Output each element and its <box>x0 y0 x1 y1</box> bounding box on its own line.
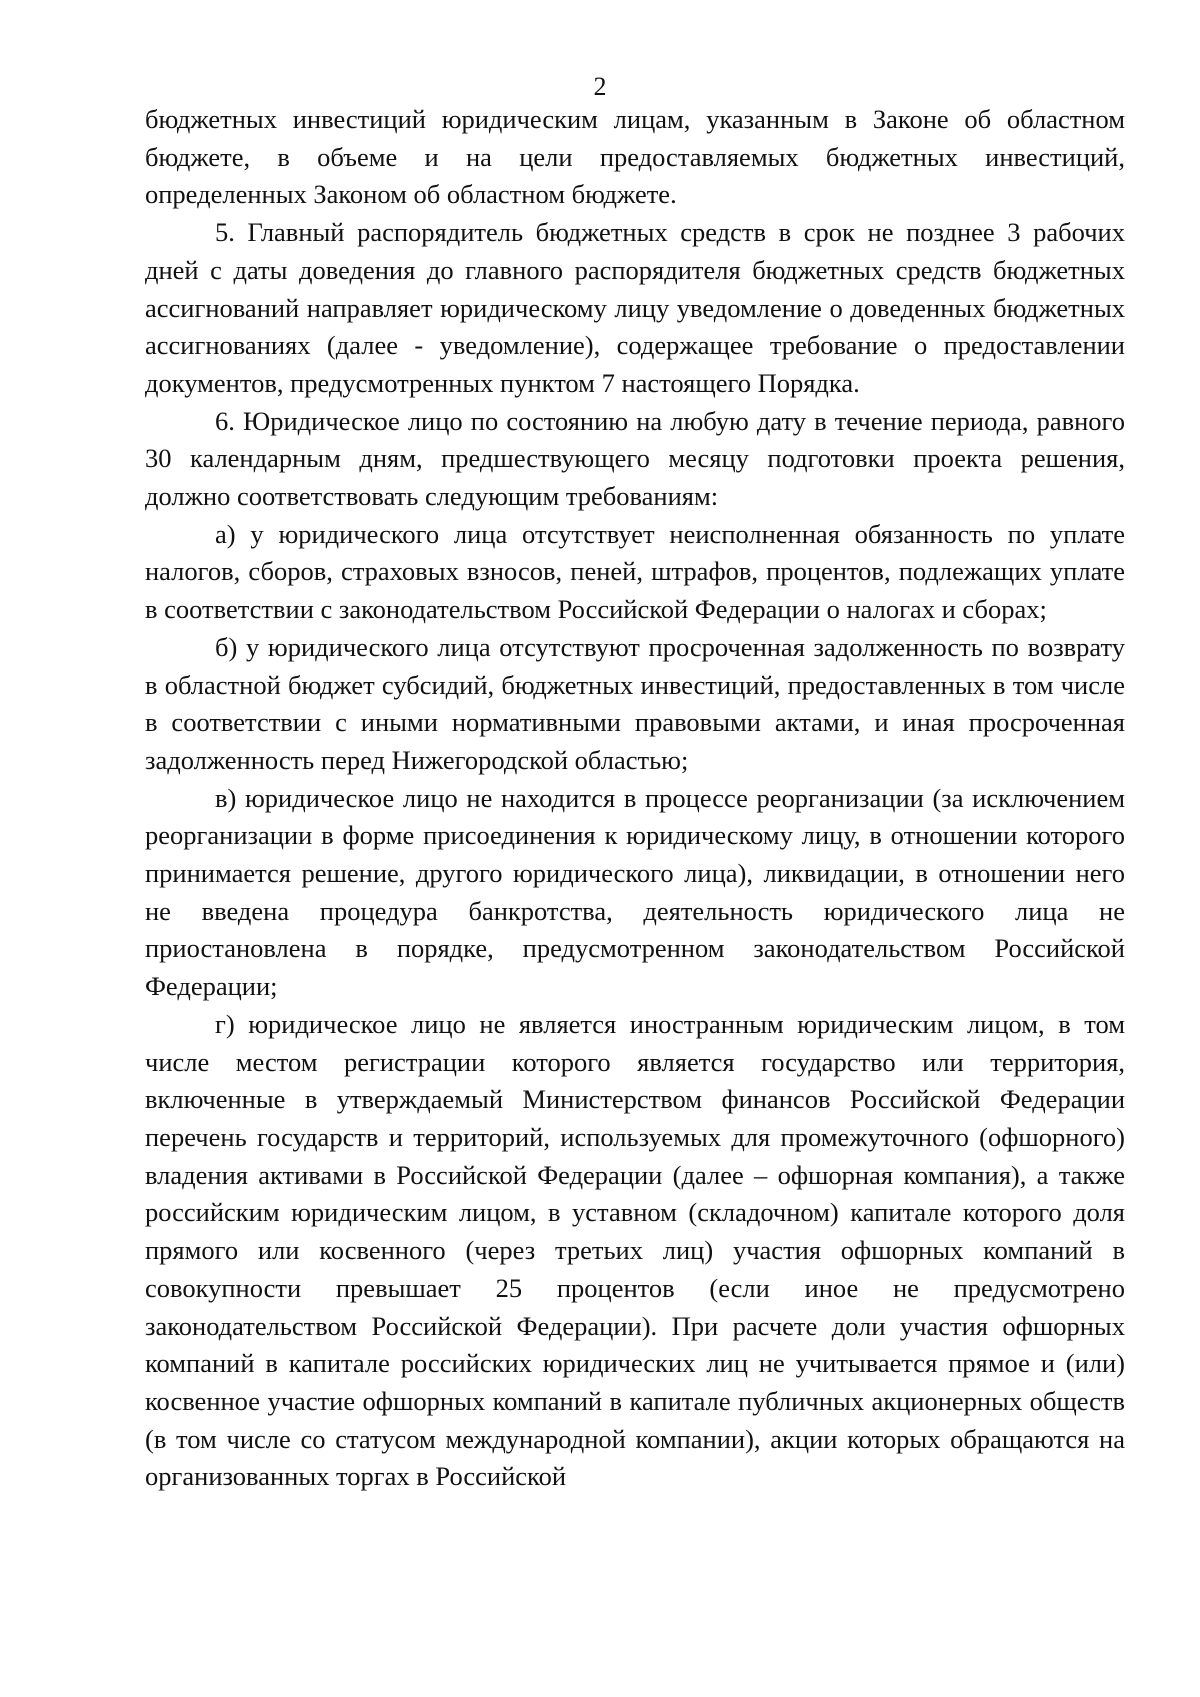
subparagraph-g: г) юридическое лицо не является иностранным юридическим лицом, в том числе местом регистрации которого является государство или территория, включенные в утверждаемый Министерством финансов Российской Федерации перечень государств и территорий, используемых для промежуточного (офшорного) владения активами в Российской Федерации (далее – офшорная компания), а также российским юридическим лицом, в уставном (складочном) капитале которого доля прямого или косвенного (через третьих лиц) участия офшорных компаний в совокупности превышает 25 процентов (если иное не предусмотрено законодательством Российской Федерации). При расчете доли участия офшорных компаний в капитале российских юридических лиц не учитывается прямое и (или) косвенное участие офшорных компаний в капитале публичных акционерных обществ (в том числе со статусом международной компании), акции которых обращаются на организованных торгах в Российской <box>145 1008 1125 1492</box>
page-number: 2 <box>593 72 607 101</box>
paragraph-continuation: бюджетных инвестиций юридическим лицам, указанным в Законе об областном бюджете, в объеме и на цели предоставляемых бюджетных инвестиций, определенных Законом об областном бюджете. <box>145 104 1125 210</box>
subparagraph-a: а) у юридического лица отсутствует неисполненная обязанность по уплате налогов, сборов, страховых взносов, пеней, штрафов, процентов, подлежащих уплате в соответствии с законодательством Российской Федерации о налогах и сборах; <box>145 518 1125 625</box>
paragraph-item-5: 5. Главный распорядитель бюджетных средств в срок не позднее 3 рабочих дней с даты доведения до главного распорядителя бюджетных средств бюджетных ассигнований направляет юридическому лицу уведомление о доведенных бюджетных ассигнованиях (далее - уведомление), содержащее требование о предоставлении документов, предусмотренных пунктом 7 настоящего Порядка. <box>145 217 1125 398</box>
subparagraph-b: б) у юридического лица отсутствуют просроченная задолженность по возврату в областной бюджет субсидий, бюджетных инвестиций, предоставленных в том числе в соответствии с иными нормативными правовыми актами, и иная просроченная задолженность перед Нижегородской областью; <box>145 631 1125 775</box>
paragraph-item-6: 6. Юридическое лицо по состоянию на любую дату в течение периода, равного 30 календарным дням, предшествующего месяцу подготовки проекта решения, должно соответствовать следующим требованиям: <box>145 405 1125 512</box>
subparagraph-v: в) юридическое лицо не находится в процессе реорганизации (за исключением реорганизации в форме присоединения к юридическому лицу, в отношении которого принимается решение, другого юридического лица), ликвидации, в отношении него не введена процедура банкротства, деятельность юридического лица не приостановлена в порядке, предусмотренном законодательством Российской Федерации; <box>145 782 1125 1002</box>
document-body <box>145 101 1125 1496</box>
